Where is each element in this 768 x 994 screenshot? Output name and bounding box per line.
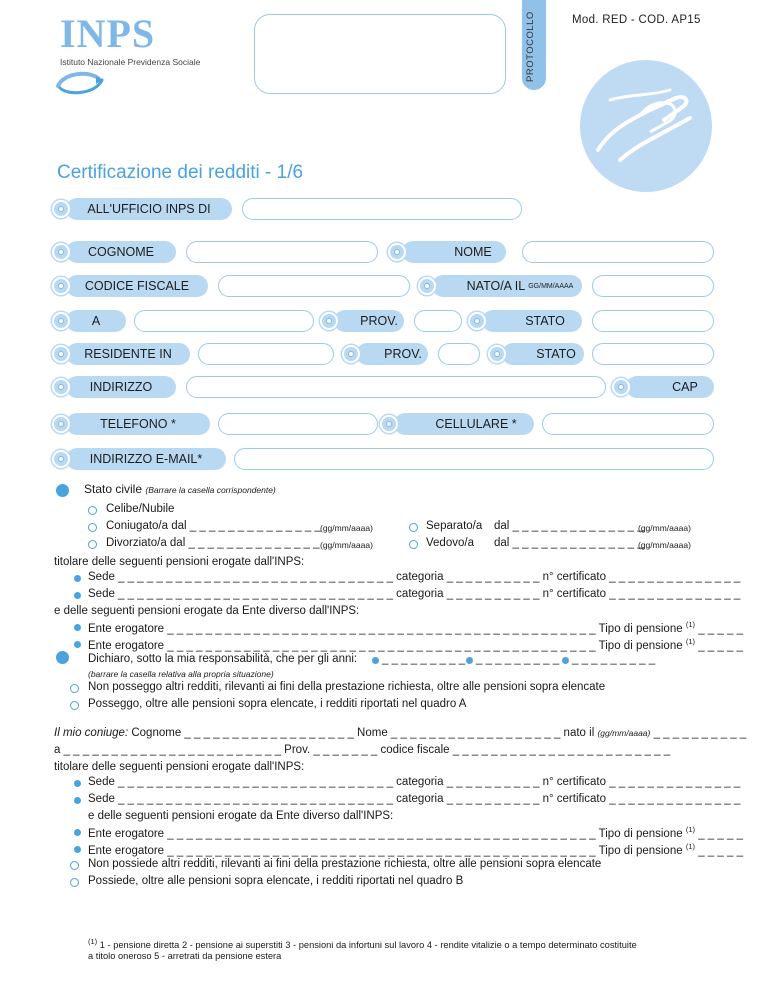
list-bullet-icon bbox=[74, 624, 81, 631]
list-bullet-icon bbox=[74, 846, 81, 853]
coniuge-line-1[interactable] bbox=[54, 727, 746, 739]
dichiaro-text: Dichiaro, sotto la mia responsabilità, che per gli anni: bbox=[88, 653, 358, 665]
label-prov-1: PROV. bbox=[334, 310, 404, 332]
bullet-knob-icon bbox=[342, 345, 360, 363]
bullet-knob-icon bbox=[612, 378, 630, 396]
page-title: Certificazione dei redditi - 1/6 bbox=[57, 162, 304, 183]
label-prov-2: PROV. bbox=[356, 343, 428, 365]
label-cap: CAP bbox=[626, 376, 714, 398]
list-bullet-icon bbox=[74, 641, 81, 648]
vedovo-radio[interactable] bbox=[409, 540, 418, 549]
ente-line-text: Ente erogatore _ _ _ _ _ _ _ _ _ _ _ _ _ _ _ _ _ _ _ _ _ _ _ _ _ _ _ _ _ _ _ _ _ _ _ _ _ _ _ _ _ _ _ _ _ Tipo di pensione bbox=[88, 639, 683, 652]
bullet-knob-icon bbox=[52, 277, 70, 295]
coniuge-line-2[interactable]: a _ _ _ _ _ _ _ _ _ _ _ _ _ _ _ _ _ _ _ _ _ _ _ Prov. _ _ _ _ _ _ _ codice fiscale _ _ _ _ _ _ _ _ _ _ _ _ _ _ _ _ _ _ _ _ _ _ _ bbox=[54, 744, 671, 756]
bullet-knob-icon bbox=[52, 243, 70, 261]
footnote-ref: (1) bbox=[685, 620, 695, 629]
anno-1-blank[interactable]: _ _ _ _ _ _ _ _ _ bbox=[382, 653, 466, 665]
tipo-blank: _ _ _ _ _ bbox=[698, 639, 743, 652]
label-stato-2: STATO bbox=[502, 343, 584, 365]
label-nato-il bbox=[432, 275, 582, 297]
ufficio-input[interactable] bbox=[242, 198, 522, 220]
coniuge-titolare-text: titolare delle seguenti pensioni erogate dall'INPS: bbox=[54, 761, 305, 773]
codice-fiscale-input[interactable] bbox=[218, 275, 410, 297]
label-nome: NOME bbox=[402, 241, 506, 263]
coniuge-date-blank: _ _ _ _ _ _ _ _ _ _ bbox=[653, 727, 747, 739]
bullet-knob-icon bbox=[380, 415, 398, 433]
tipo-blank: _ _ _ _ _ bbox=[698, 827, 743, 840]
bullet-knob-icon bbox=[52, 450, 70, 468]
bullet-knob-icon bbox=[52, 415, 70, 433]
vedovo-date-format: (gg/mm/aaaa) bbox=[638, 540, 691, 550]
coniuge-possiede-radio[interactable] bbox=[70, 878, 79, 887]
year-bullet-icon bbox=[562, 657, 569, 664]
bullet-knob-icon bbox=[52, 345, 70, 363]
tipo-blank: _ _ _ _ _ bbox=[698, 622, 743, 635]
ente-line-1[interactable] bbox=[88, 620, 743, 635]
protocol-box[interactable] bbox=[254, 14, 506, 94]
anno-2-blank[interactable]: _ _ _ _ _ _ _ _ _ bbox=[476, 653, 560, 665]
coniuge-ente-line-1[interactable] bbox=[88, 825, 743, 840]
tipo-blank: _ _ _ _ _ bbox=[698, 844, 743, 857]
ente-line-text: Ente erogatore _ _ _ _ _ _ _ _ _ _ _ _ _ _ _ _ _ _ _ _ _ _ _ _ _ _ _ _ _ _ _ _ _ _ _ _ _ _ _ _ _ _ _ _ _ Tipo di pensione bbox=[88, 844, 683, 857]
coniuge-ente-line-2[interactable] bbox=[88, 842, 743, 857]
label-a: A bbox=[66, 310, 126, 332]
year-bullet-icon bbox=[372, 657, 379, 664]
telefono-input[interactable] bbox=[218, 413, 378, 435]
bullet-knob-icon bbox=[52, 312, 70, 330]
celibe-radio[interactable] bbox=[88, 506, 97, 515]
footnote-line-2: a titolo oneroso 5 - arretrati da pensione estera bbox=[88, 951, 282, 961]
nato-il-format: GG/MM/AAAA bbox=[528, 282, 574, 290]
ente-line-text: Ente erogatore _ _ _ _ _ _ _ _ _ _ _ _ _ _ _ _ _ _ _ _ _ _ _ _ _ _ _ _ _ _ _ _ _ _ _ _ _ _ _ _ _ _ _ _ _ Tipo di pensione bbox=[88, 622, 683, 635]
residente-input[interactable] bbox=[198, 343, 334, 365]
bullet-knob-icon bbox=[320, 312, 338, 330]
list-bullet-icon bbox=[74, 797, 81, 804]
coniuge-sede-line-1[interactable]: Sede _ _ _ _ _ _ _ _ _ _ _ _ _ _ _ _ _ _ _ _ _ _ _ _ _ _ _ _ _ categoria _ _ _ _ _ _ _ _ _ _ n° certificato _ _ _ _ _ _ _ _ _ _ _ _ _ _ bbox=[88, 776, 741, 788]
bullet-knob-icon bbox=[52, 378, 70, 396]
stato-civile-hint: (Barrare la casella corrispondente) bbox=[145, 485, 276, 495]
sede-line-2[interactable]: Sede _ _ _ _ _ _ _ _ _ _ _ _ _ _ _ _ _ _ _ _ _ _ _ _ _ _ _ _ _ categoria _ _ _ _ _ _ _ _ _ _ n° certificato _ _ _ _ _ _ _ _ _ _ _ _ _ _ bbox=[88, 588, 741, 600]
sede-line-1[interactable]: Sede _ _ _ _ _ _ _ _ _ _ _ _ _ _ _ _ _ _ _ _ _ _ _ _ _ _ _ _ _ categoria _ _ _ _ _ _ _ _ _ _ n° certificato _ _ _ _ _ _ _ _ _ _ _ _ _ _ bbox=[88, 571, 741, 583]
label-ufficio: ALL'UFFICIO INPS DI bbox=[66, 198, 232, 220]
list-bullet-icon bbox=[74, 592, 81, 599]
label-cellulare: CELLULARE * bbox=[394, 413, 534, 435]
ente-line-text: Ente erogatore _ _ _ _ _ _ _ _ _ _ _ _ _ _ _ _ _ _ _ _ _ _ _ _ _ _ _ _ _ _ _ _ _ _ _ _ _ _ _ _ _ _ _ _ _ Tipo di pensione bbox=[88, 827, 683, 840]
nato-il-text: NATO/A IL bbox=[466, 279, 526, 293]
titolare-inps-text: titolare delle seguenti pensioni erogate dall'INPS: bbox=[54, 556, 305, 568]
non-posseggo-radio[interactable] bbox=[70, 684, 79, 693]
ente-intro-text: e delle seguenti pensioni erogate da Ente diverso dall'INPS: bbox=[54, 605, 360, 617]
footnote-line-1-text: 1 - pensione diretta 2 - pensione ai superstiti 3 - pensioni da infortuni sul lavoro 4 - rendite vitalizie o a tempo determinato costituite bbox=[99, 940, 637, 951]
ente-line-2[interactable] bbox=[88, 637, 743, 652]
coniuge-possiede-label: Possiede, oltre alle pensioni sopra elencate, i redditi riportati nel quadro B bbox=[88, 875, 464, 887]
model-code: Mod. RED - COD. AP15 bbox=[572, 14, 701, 26]
handshake-illustration-icon bbox=[580, 60, 712, 192]
protocol-label: PROTOCOLLO bbox=[525, 11, 536, 82]
celibe-label: Celibe/Nubile bbox=[106, 503, 175, 515]
bullet-knob-icon bbox=[388, 243, 406, 261]
separato-label: Separato/a bbox=[426, 520, 483, 532]
label-residente: RESIDENTE IN bbox=[66, 343, 190, 365]
cognome-input[interactable] bbox=[186, 241, 378, 263]
section-bullet-icon bbox=[56, 651, 69, 664]
coniugato-date-format: (gg/mm/aaaa) bbox=[320, 523, 373, 533]
coniuge-ente-intro: e delle seguenti pensioni erogate da Ente diverso dall'INPS: bbox=[88, 810, 394, 822]
vedovo-dal: dal _ _ _ _ _ _ _ _ _ _ _ _ _ _ bbox=[494, 537, 644, 549]
coniugato-radio[interactable] bbox=[88, 523, 97, 532]
label-indirizzo: INDIRIZZO bbox=[66, 376, 176, 398]
coniuge-sede-line-2[interactable]: Sede _ _ _ _ _ _ _ _ _ _ _ _ _ _ _ _ _ _ _ _ _ _ _ _ _ _ _ _ _ categoria _ _ _ _ _ _ _ _ _ _ n° certificato _ _ _ _ _ _ _ _ _ _ _ _ _ _ bbox=[88, 793, 741, 805]
label-telefono: TELEFONO * bbox=[66, 413, 210, 435]
stato-1-input[interactable] bbox=[592, 310, 714, 332]
footnote-ref: (1) bbox=[685, 637, 695, 646]
prov-1-input[interactable] bbox=[414, 310, 462, 332]
posseggo-label: Posseggo, oltre alle pensioni sopra elencate, i redditi riportati nel quadro A bbox=[88, 698, 467, 710]
divorziato-date-format: (gg/mm/aaaa) bbox=[320, 540, 373, 550]
stato-civile-title: Stato civile bbox=[84, 482, 143, 496]
divorziato-label: Divorziato/a dal _ _ _ _ _ _ _ _ _ _ _ _ _ _ bbox=[106, 537, 320, 549]
email-input[interactable] bbox=[234, 448, 714, 470]
non-posseggo-label: Non posseggo altri redditi, rilevanti ai fini della prestazione richiesta, oltre alle pensioni sopra elencate bbox=[88, 681, 606, 693]
inps-logo: INPS bbox=[60, 11, 156, 56]
label-stato-1: STATO bbox=[482, 310, 582, 332]
footnote-marker: (1) bbox=[88, 937, 98, 946]
year-bullet-icon bbox=[466, 657, 473, 664]
list-bullet-icon bbox=[74, 829, 81, 836]
cellulare-input[interactable] bbox=[542, 413, 714, 435]
coniuge-non-possiede-radio[interactable] bbox=[70, 861, 79, 870]
coniuge-intro: Il mio coniuge: bbox=[54, 727, 129, 739]
stato-2-input[interactable] bbox=[592, 343, 714, 365]
separato-date-format: (gg/mm/aaaa) bbox=[638, 523, 691, 533]
indirizzo-input[interactable] bbox=[186, 376, 606, 398]
separato-dal: dal _ _ _ _ _ _ _ _ _ _ _ _ _ _ bbox=[494, 520, 644, 532]
footnote-ref: (1) bbox=[685, 825, 695, 834]
bullet-knob-icon bbox=[418, 277, 436, 295]
stato-civile-heading bbox=[84, 482, 276, 496]
inps-swirl-icon bbox=[54, 68, 106, 98]
prov-2-input[interactable] bbox=[438, 343, 480, 365]
label-email: INDIRIZZO E-MAIL* bbox=[66, 448, 226, 470]
coniuge-line-1-text: Cognome _ _ _ _ _ _ _ _ _ _ _ _ _ _ _ _ _ _ Nome _ _ _ _ _ _ _ _ _ _ _ _ _ _ _ _ _ _ nato il bbox=[131, 727, 595, 739]
bullet-knob-icon bbox=[52, 200, 70, 218]
coniuge-non-possiede-label: Non possiede altri redditi, rilevanti ai fini della prestazione richiesta, oltre alle pensioni sopra elencate bbox=[88, 858, 602, 870]
vedovo-label: Vedovo/a bbox=[426, 537, 474, 549]
nome-input[interactable] bbox=[522, 241, 714, 263]
barrare-hint: (barrare la casella relativa alla propria situazione) bbox=[88, 669, 274, 679]
divorziato-radio[interactable] bbox=[88, 540, 97, 549]
logo-subtitle: Istituto Nazionale Previdenza Sociale bbox=[60, 57, 201, 67]
coniuge-date-format: (gg/mm/aaaa) bbox=[597, 728, 651, 738]
anno-3-blank[interactable]: _ _ _ _ _ _ _ _ _ bbox=[572, 653, 656, 665]
luogo-nascita-input[interactable] bbox=[134, 310, 314, 332]
footnote-ref: (1) bbox=[685, 842, 695, 851]
coniugato-label: Coniugato/a dal _ _ _ _ _ _ _ _ _ _ _ _ _ _ bbox=[106, 520, 321, 532]
label-codice-fiscale: CODICE FISCALE bbox=[66, 275, 208, 297]
posseggo-radio[interactable] bbox=[70, 701, 79, 710]
bullet-knob-icon bbox=[488, 345, 506, 363]
footnote-line-1 bbox=[88, 937, 637, 950]
label-cognome: COGNOME bbox=[66, 241, 176, 263]
nato-il-input[interactable] bbox=[592, 275, 714, 297]
separato-radio[interactable] bbox=[409, 523, 418, 532]
bullet-knob-icon bbox=[468, 312, 486, 330]
list-bullet-icon bbox=[74, 575, 81, 582]
protocol-tab bbox=[522, 0, 546, 90]
list-bullet-icon bbox=[74, 780, 81, 787]
section-bullet-icon bbox=[56, 484, 69, 497]
